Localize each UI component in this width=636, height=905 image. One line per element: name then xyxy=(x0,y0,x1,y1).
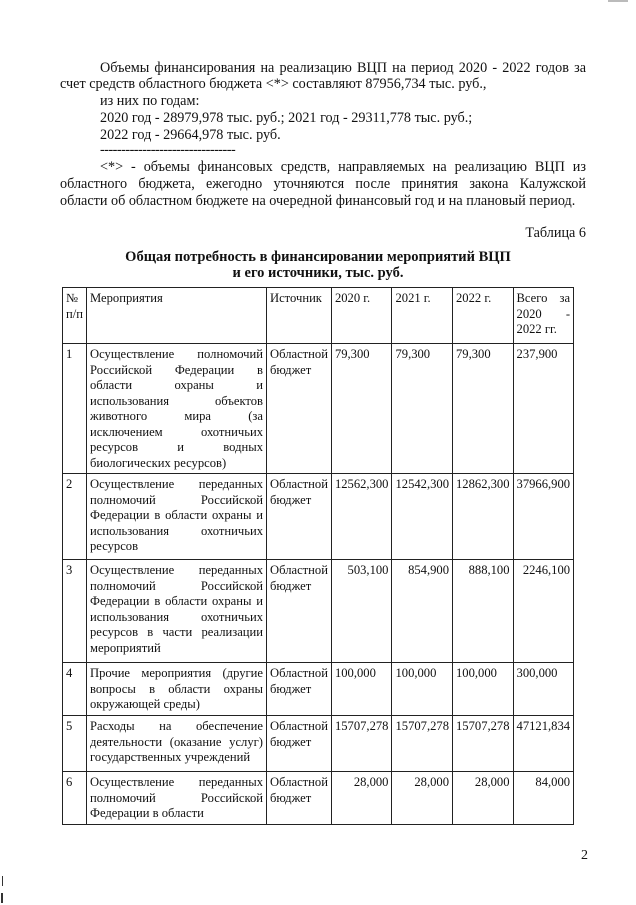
row-source: Областной бюджет xyxy=(267,344,332,474)
row-total: 300,000 xyxy=(513,663,574,716)
intro-line-4: 2020 год - 28979,978 тыс. руб.; 2021 год - 29311,778 тыс. руб.; xyxy=(100,110,473,126)
row-total: 2246,100 xyxy=(513,560,574,663)
row-no: 1 xyxy=(63,344,87,474)
row-no: 4 xyxy=(63,663,87,716)
row-2021: 15707,278 xyxy=(392,716,453,772)
row-2022: 100,000 xyxy=(453,663,514,716)
footnote-separator: -------------------------------- xyxy=(100,142,236,158)
table-label: Таблица 6 xyxy=(525,225,586,241)
row-no: 3 xyxy=(63,560,87,663)
row-event: Осуществление полномочий Российской Федерации в области охраны и использования объектов животного мира (за исключением охотничьих ресурсов и водных биологических ресурсов) xyxy=(87,344,267,474)
header-no: № п/п xyxy=(63,288,87,344)
intro-line-5: 2022 год - 29664,978 тыс. руб. xyxy=(100,127,281,143)
row-2021: 854,900 xyxy=(392,560,453,663)
row-total: 84,000 xyxy=(513,772,574,825)
page-number: 2 xyxy=(581,848,588,863)
header-event: Мероприятия xyxy=(87,288,267,344)
row-total: 37966,900 xyxy=(513,474,574,560)
row-event: Прочие мероприятия (другие вопросы в области охраны окружающей среды) xyxy=(87,663,267,716)
footnote-line-2: областного бюджета, ежегодно уточняются после принятия закона Калужской xyxy=(60,176,586,192)
intro-line-3: из них по годам: xyxy=(100,93,200,109)
row-2020: 15707,278 xyxy=(331,716,392,772)
row-no: 2 xyxy=(63,474,87,560)
row-event: Расходы на обеспечение деятельности (оказание услуг) государственных учреждений xyxy=(87,716,267,772)
scan-mark xyxy=(1,893,3,903)
row-2020: 12562,300 xyxy=(331,474,392,560)
row-2022: 12862,300 xyxy=(453,474,514,560)
row-2022: 15707,278 xyxy=(453,716,514,772)
footnote-line-3: области об областном бюджете на очередной финансовый год и на плановый период. xyxy=(60,193,576,209)
footnote-line-1: <*> - объемы финансовых средств, направляемых на реализацию ВЦП из xyxy=(100,159,586,175)
intro-line-1: Объемы финансирования на реализацию ВЦП на период 2020 - 2022 годов за xyxy=(100,60,586,76)
row-total: 237,900 xyxy=(513,344,574,474)
row-no: 5 xyxy=(63,716,87,772)
row-event: Осуществление переданных полномочий Российской Федерации в области охраны и использования охотничьих ресурсов в части реализации мероприятий xyxy=(87,560,267,663)
row-no: 6 xyxy=(63,772,87,825)
table-row xyxy=(63,772,574,825)
header-total: Всего за 2020 - 2022 гг. xyxy=(513,288,574,344)
table-row xyxy=(63,663,574,716)
scan-mark xyxy=(608,0,628,2)
scan-mark xyxy=(2,876,3,886)
row-source: Областной бюджет xyxy=(267,772,332,825)
row-2022: 888,100 xyxy=(453,560,514,663)
table-title-line-2: и его источники, тыс. руб. xyxy=(232,265,404,281)
row-source: Областной бюджет xyxy=(267,716,332,772)
table-row xyxy=(63,474,574,560)
table-row xyxy=(63,716,574,772)
row-2021: 79,300 xyxy=(392,344,453,474)
row-2020: 79,300 xyxy=(331,344,392,474)
header-source: Источник xyxy=(267,288,332,344)
header-2021: 2021 г. xyxy=(392,288,453,344)
table-row xyxy=(63,344,574,474)
row-source: Областной бюджет xyxy=(267,560,332,663)
table-header-row xyxy=(63,288,574,344)
intro-line-2: счет средств областного бюджета <*> составляют 87956,734 тыс. руб., xyxy=(60,76,487,92)
row-event: Осуществление переданных полномочий Российской Федерации в области xyxy=(87,772,267,825)
row-event: Осуществление переданных полномочий Российской Федерации в области охраны и использования охотничьих ресурсов xyxy=(87,474,267,560)
row-source: Областной бюджет xyxy=(267,474,332,560)
row-total: 47121,834 xyxy=(513,716,574,772)
header-2022: 2022 г. xyxy=(453,288,514,344)
row-2020: 100,000 xyxy=(331,663,392,716)
table-row xyxy=(63,560,574,663)
row-2022: 79,300 xyxy=(453,344,514,474)
row-2021: 12542,300 xyxy=(392,474,453,560)
table-title-line-1: Общая потребность в финансировании мероприятий ВЦП xyxy=(125,249,511,265)
row-2021: 100,000 xyxy=(392,663,453,716)
row-2021: 28,000 xyxy=(392,772,453,825)
financing-table xyxy=(62,287,574,825)
row-2022: 28,000 xyxy=(453,772,514,825)
header-2020: 2020 г. xyxy=(331,288,392,344)
row-2020: 28,000 xyxy=(331,772,392,825)
row-source: Областной бюджет xyxy=(267,663,332,716)
row-2020: 503,100 xyxy=(331,560,392,663)
